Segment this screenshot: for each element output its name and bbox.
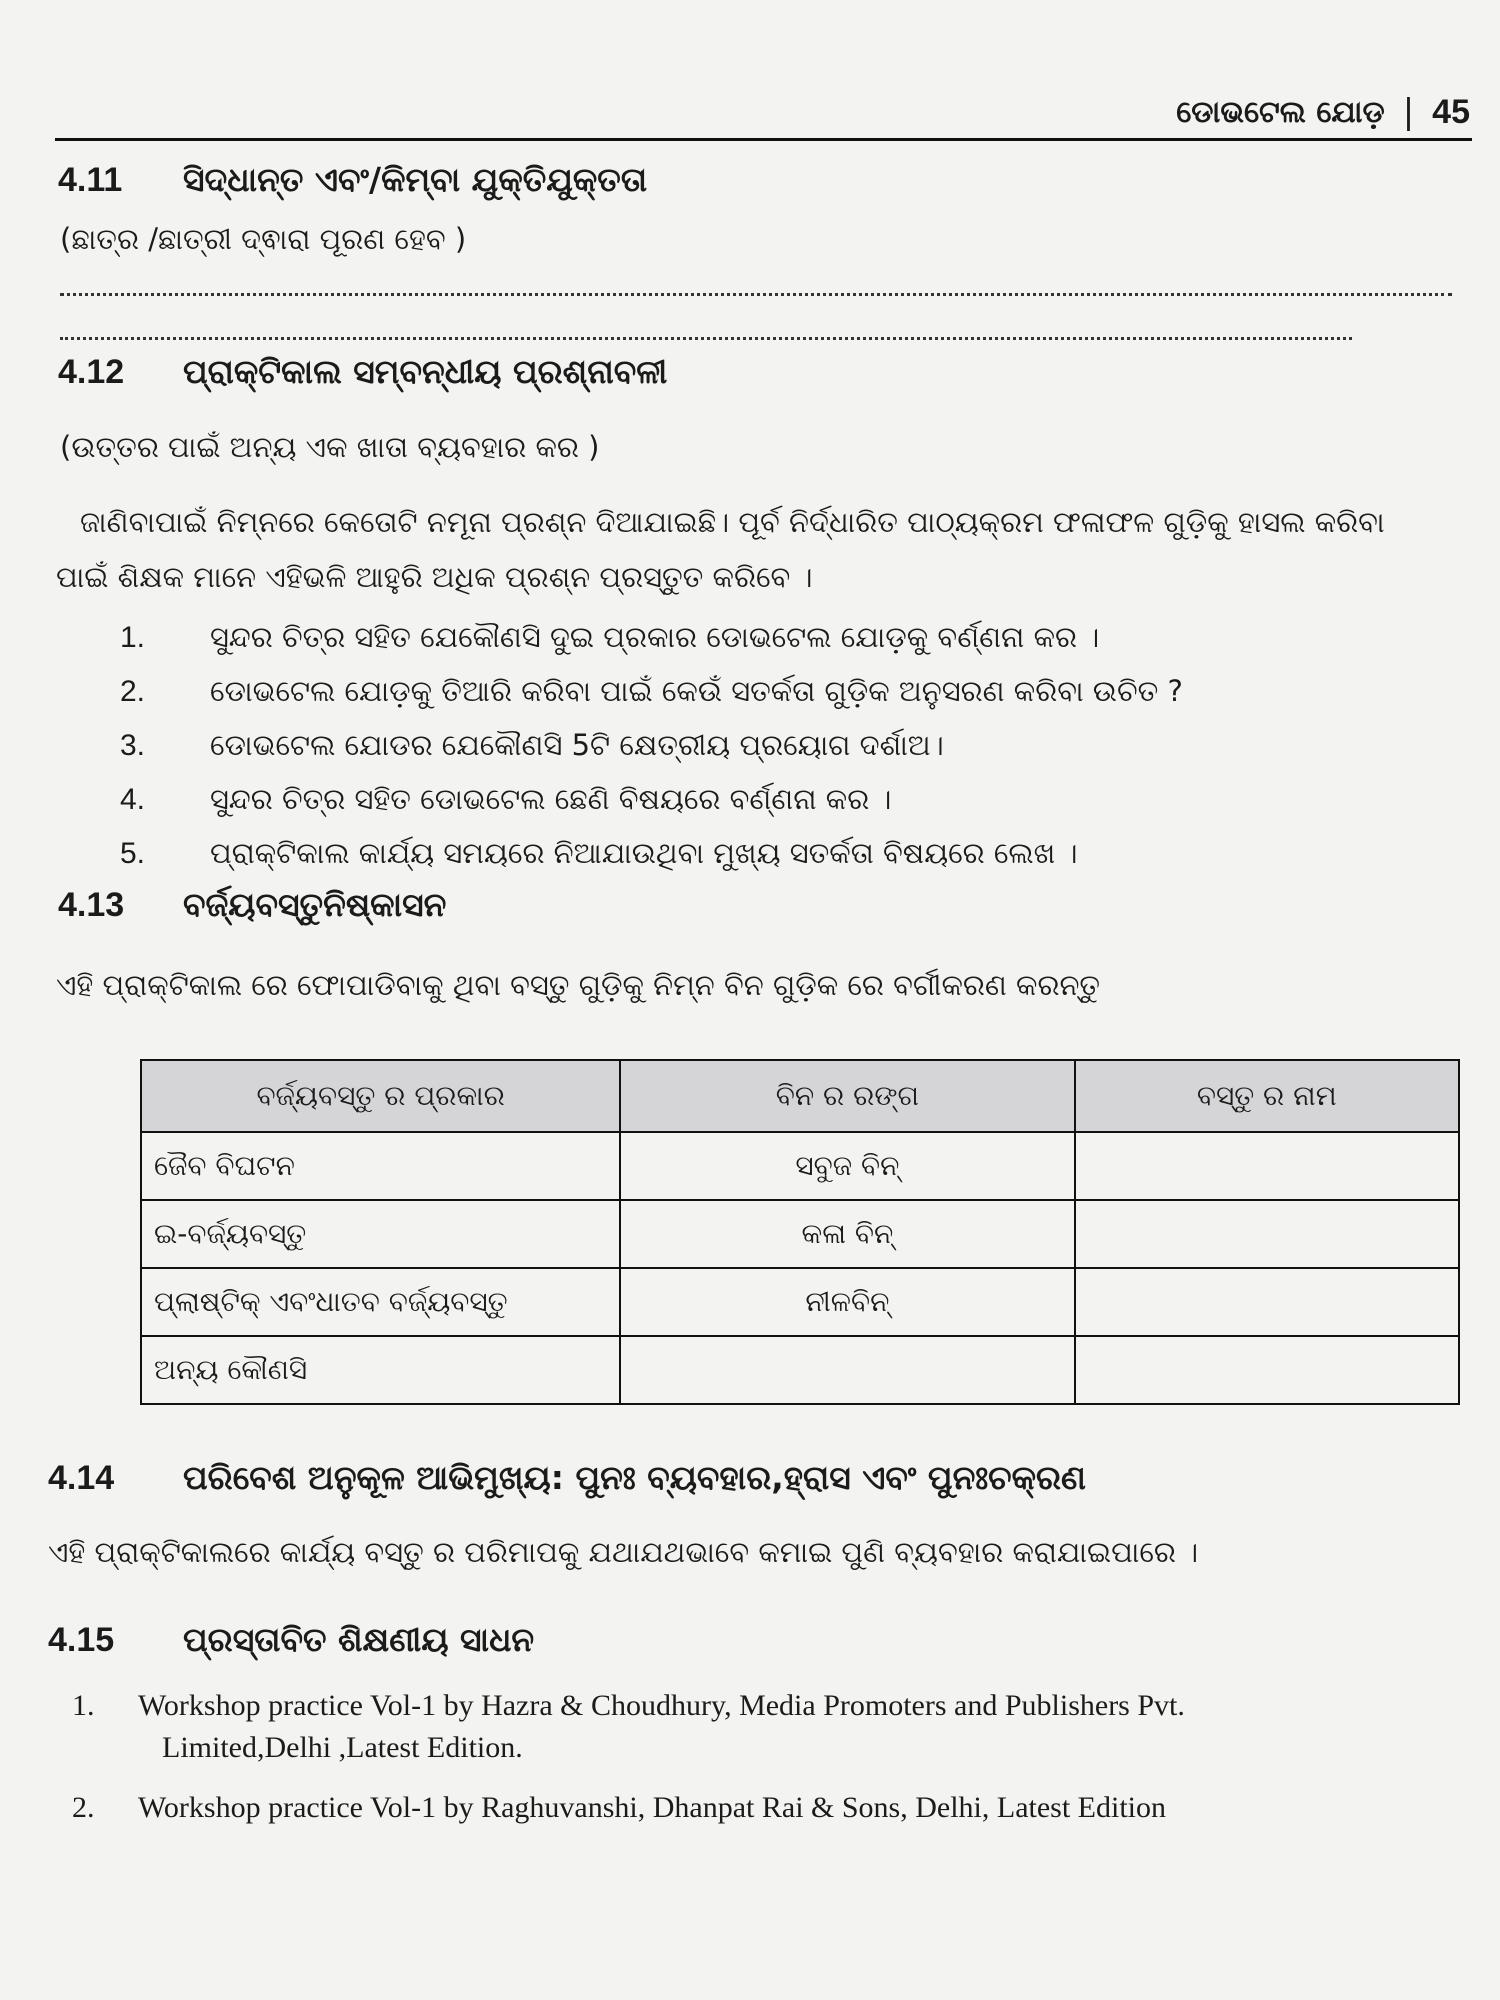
section-4-12-note: (ଉତ୍ତର ପାଇଁ ଅନ୍ୟ ଏକ ଖାତା ବ୍ୟବହାର କର ) (60, 430, 600, 464)
table-row (141, 1336, 1459, 1404)
running-head-title: ଡୋଭଟେଲ ଯୋଡ଼ (1176, 94, 1385, 130)
question-item (120, 620, 1183, 674)
column-header-bin-color: ବିନ ର ରଙ୍ଗ (620, 1060, 1074, 1132)
waste-type-cell: ପ୍ଲାଷ୍ଟିକ୍ ଏବଂଧାତବ ବର୍ଜ୍ୟବସ୍ତୁ (141, 1268, 620, 1336)
reference-number: 1. (72, 1689, 95, 1722)
question-item (120, 674, 1183, 728)
question-number: 2. (120, 675, 146, 708)
question-text: ଡୋଭଟେଲ ଯୋଡ଼କୁ ତିଆରି କରିବା ପାଇଁ କେଉଁ ସତର୍କତା ଗୁଡ଼ିକ ଅନୁସରଣ କରିବା ଉଚିତ ? (210, 674, 1183, 708)
table-header-row (141, 1060, 1459, 1132)
section-4-14-text: ଏହି ପ୍ରାକ୍ଟିକାଲରେ କାର୍ଯ୍ୟ ବସ୍ତୁ ର ପରିମାପକୁ ଯଥାଯଥଭାବେ କମାଇ ପୁଣି ବ୍ୟବହାର କରାଯାଇପାରେ । (48, 1535, 1199, 1569)
table-row (141, 1200, 1459, 1268)
question-number: 5. (120, 837, 146, 870)
table-row (141, 1268, 1459, 1336)
reference-number: 2. (72, 1791, 95, 1824)
section-4-12-intro-line-2: ପାଇଁ ଶିକ୍ଷକ ମାନେ ଏହିଭଳି ଆହୁରି ଅଧିକ ପ୍ରଶ୍ନ ପ୍ରସ୍ତୁତ କରିବେ । (56, 560, 813, 594)
waste-type-cell: ଇ-ବର୍ଜ୍ୟବସ୍ତୁ (141, 1200, 620, 1268)
question-number: 3. (120, 729, 146, 762)
item-name-cell (1075, 1200, 1459, 1268)
section-number: 4.12 (58, 353, 125, 391)
question-item (120, 836, 1183, 890)
section-number: 4.13 (58, 886, 125, 924)
question-text: ପ୍ରାକ୍ଟିକାଲ କାର୍ଯ୍ୟ ସମୟରେ ନିଆଯାଉଥିବା ମୁଖ୍ୟ ସତର୍କତା ବିଷୟରେ ଲେଖ । (210, 836, 1078, 870)
section-number: 4.14 (48, 1459, 115, 1497)
reference-line: Workshop practice Vol-1 by Raghuvanshi, Dhanpat Rai & Sons, Delhi, Latest Edition (138, 1791, 1166, 1824)
item-name-cell (1075, 1336, 1459, 1404)
reference-text (138, 1685, 1500, 1769)
section-4-13-intro: ଏହି ପ୍ରାକ୍ଟିକାଲ ରେ ଫୋପାଡିବାକୁ ଥିବା ବସ୍ତୁ ଗୁଡ଼ିକୁ ନିମ୍ନ ବିନ ଗୁଡ଼ିକ ରେ ବର୍ଗୀକରଣ କରନ୍ତୁ (56, 968, 1101, 1002)
bin-color-cell: କଳା ବିନ୍ (620, 1200, 1074, 1268)
waste-type-cell: ଅନ୍ୟ କୌଣସି (141, 1336, 620, 1404)
header-rule (55, 138, 1472, 141)
reference-item (72, 1787, 1500, 1829)
item-name-cell (1075, 1132, 1459, 1200)
section-number: 4.15 (48, 1621, 115, 1659)
section-4-14-heading (48, 1458, 1086, 1498)
question-text: ଡୋଭଟେଲ ଯୋଡର ଯେକୌଣସି 5ଟି କ୍ଷେତ୍ରୀୟ ପ୍ରୟୋଗ ଦର୍ଶାଅ। (210, 728, 944, 762)
running-head (1176, 92, 1470, 132)
answer-dotted-line-1 (60, 293, 1452, 296)
section-title: ସିଦ୍ଧାନ୍ତ ଏବଂ/କିମ୍ବା ଯୁକ୍ତିଯୁକ୍ତତା (183, 160, 648, 199)
section-title: ବର୍ଜ୍ୟବସ୍ତୁନିଷ୍କାସନ (183, 885, 447, 924)
question-list (120, 620, 1183, 890)
section-title: ପ୍ରାକ୍ଟିକାଲ ସମ୍ବନ୍ଧୀୟ ପ୍ରଶ୍ନାବଳୀ (183, 352, 668, 391)
section-title: ପରିବେଶ ଅନୁକୂଳ ଆଭିମୁଖ୍ୟ: ପୁନଃ ବ୍ୟବହାର,ହ୍ରାସ ଏବଂ ପୁନଃଚକ୍ରଣ (183, 1458, 1086, 1497)
section-4-12-heading (58, 352, 667, 392)
section-title: ପ୍ରସ୍ତାବିତ ଶିକ୍ଷଣୀୟ ସାଧନ (183, 1620, 535, 1659)
running-head-separator: | (1402, 92, 1415, 132)
question-text: ସୁନ୍ଦର ଚିତ୍ର ସହିତ ଡୋଭଟେଲ ଛେଣି ବିଷୟରେ ବର୍ଣ୍ଣନା କର । (210, 782, 892, 816)
section-4-13-heading (58, 885, 446, 925)
question-text: ସୁନ୍ଦର ଚିତ୍ର ସହିତ ଯେକୌଣସି ଦୁଇ ପ୍ରକାର ଡୋଭଟେଲ ଯୋଡ଼କୁ ବର୍ଣ୍ଣନା କର । (210, 620, 1100, 654)
section-number: 4.11 (58, 161, 123, 199)
reference-text (138, 1787, 1500, 1829)
question-item (120, 782, 1183, 836)
reference-item (72, 1685, 1500, 1769)
answer-dotted-line-2 (60, 337, 1352, 340)
waste-bin-table (140, 1059, 1460, 1405)
column-header-item-name: ବସ୍ତୁ ର ନାମ (1075, 1060, 1459, 1132)
item-name-cell (1075, 1268, 1459, 1336)
question-item (120, 728, 1183, 782)
reference-list (72, 1685, 1500, 1847)
table-row (141, 1132, 1459, 1200)
section-4-11-note: (ଛାତ୍ର /ଛାତ୍ରୀ ଦ୍ଵାରା ପୂରଣ ହେବ ) (60, 222, 467, 256)
reference-line-continued: Limited,Delhi ,Latest Edition. (162, 1731, 523, 1764)
question-number: 4. (120, 783, 146, 816)
column-header-waste-type: ବର୍ଜ୍ୟବସ୍ତୁ ର ପ୍ରକାର (141, 1060, 620, 1132)
section-4-11-heading (58, 160, 647, 200)
reference-line: Workshop practice Vol-1 by Hazra & Choudhury, Media Promoters and Publishers Pvt. (138, 1689, 1185, 1722)
section-4-15-heading (48, 1620, 534, 1660)
question-number: 1. (120, 621, 146, 654)
bin-color-cell: ସବୁଜ ବିନ୍ (620, 1132, 1074, 1200)
bin-color-cell (620, 1336, 1074, 1404)
page-number: 45 (1432, 92, 1470, 131)
waste-type-cell: ଜୈବ ବିଘଟନ (141, 1132, 620, 1200)
section-4-12-intro-line-1: ଜାଣିବାପାଇଁ ନିମ୍ନରେ କେତୋଟି ନମୂନା ପ୍ରଶ୍ନ ଦିଆଯାଇଛି। ପୂର୍ବ ନିର୍ଦ୍ଧାରିତ ପାଠ୍ୟକ୍ରମ ଫଳାଫଳ ଗୁଡ଼ିକୁ ହାସଲ କରିବା (80, 505, 1385, 539)
bin-color-cell: ନୀଳବିନ୍ (620, 1268, 1074, 1336)
